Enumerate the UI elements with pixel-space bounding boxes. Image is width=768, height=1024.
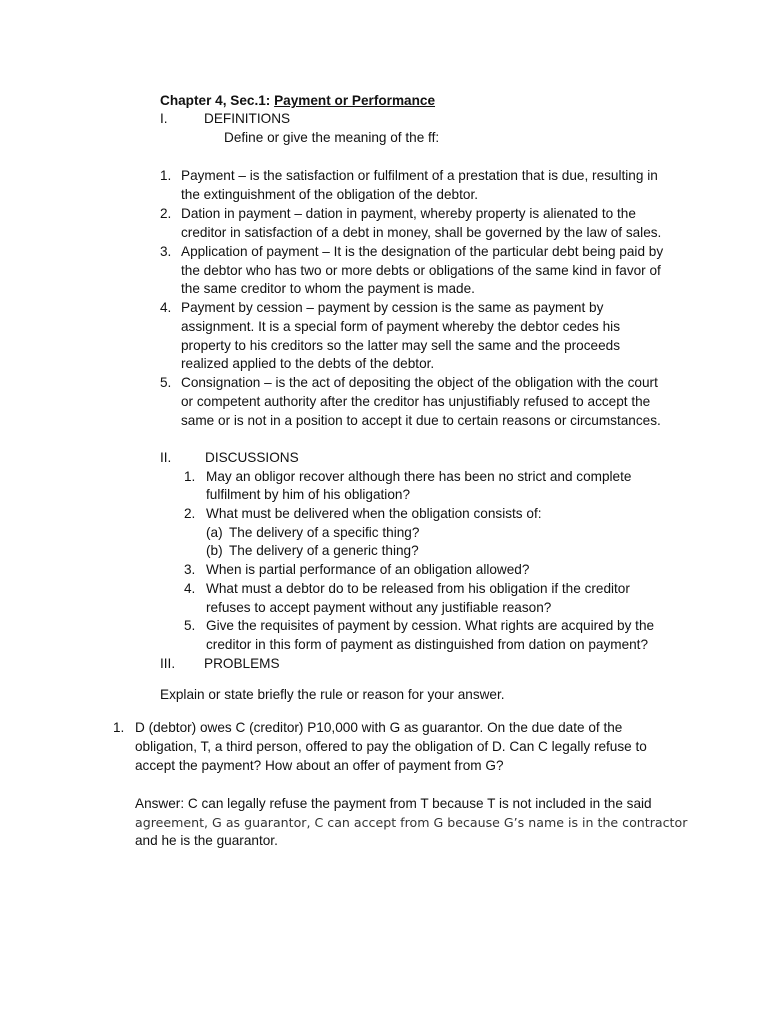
section-2-heading: DISCUSSIONS: [205, 450, 299, 465]
item-line: or competent authority after the creditor has unjustifiably refused to accept the: [181, 394, 651, 409]
section-1-heading: DEFINITIONS: [204, 111, 291, 126]
section-1-number: I.: [160, 111, 168, 126]
subitem-label: (b): [206, 543, 223, 558]
answer-line: agreement, G as guarantor, C can accept from G because G’s name is in the contractor: [135, 815, 688, 830]
answer-line: and he is the guarantor.: [135, 833, 278, 848]
item-line: refuses to accept payment without any justifiable reason?: [206, 600, 552, 615]
item-line: creditor in satisfaction of a debt in money, shall be governed by the law of sales.: [181, 225, 662, 240]
item-number: 1.: [113, 720, 125, 735]
problem-line: D (debtor) owes C (creditor) P10,000 with G as guarantor. On the due date of the: [135, 720, 623, 735]
item-number: 5.: [160, 375, 172, 390]
subitem-label: (a): [206, 525, 223, 540]
item-line: What must be delivered when the obligation consists of:: [206, 506, 542, 521]
item-number: 1.: [184, 469, 196, 484]
problem-line: obligation, T, a third person, offered to pay the obligation of D. Can C legally refuse to: [135, 739, 647, 754]
item-number: 3.: [184, 562, 196, 577]
item-number: 5.: [184, 618, 196, 633]
item-line: What must a debtor do to be released from his obligation if the creditor: [206, 581, 630, 596]
section-2-number: II.: [160, 450, 172, 465]
item-number: 4.: [184, 581, 196, 596]
item-line: May an obligor recover although there has been no strict and complete: [206, 469, 632, 484]
item-line: Application of payment – It is the designation of the particular debt being paid by: [181, 244, 664, 259]
item-number: 3.: [160, 244, 172, 259]
item-line: the same creditor to whom the payment is made.: [181, 281, 475, 296]
section-3-number: III.: [160, 656, 176, 671]
section-3-intro: Explain or state briefly the rule or reason for your answer.: [160, 687, 505, 702]
item-line: Payment – is the satisfaction or fulfilment of a prestation that is due, resulting in: [181, 168, 658, 183]
item-number: 4.: [160, 300, 172, 315]
item-line: creditor in this form of payment as distinguished from dation on payment?: [206, 637, 649, 652]
section-3-heading: PROBLEMS: [204, 656, 280, 671]
item-line: fulfilment by him of his obligation?: [206, 487, 411, 502]
item-number: 2.: [184, 506, 196, 521]
title-main: Payment or Performance: [274, 93, 436, 108]
item-line: Dation in payment – dation in payment, whereby property is alienated to the: [181, 206, 636, 221]
section-1-intro: Define or give the meaning of the ff:: [224, 130, 440, 145]
item-line: the debtor who has two or more debts or obligations of the same kind in favor of: [181, 263, 661, 278]
item-number: 2.: [160, 206, 172, 221]
problem-line: accept the payment? How about an offer of payment from G?: [135, 758, 504, 773]
item-line: When is partial performance of an obligation allowed?: [206, 562, 530, 577]
item-line: realized applied to the debts of the debtor.: [181, 356, 435, 371]
item-line: the extinguishment of the obligation of the debtor.: [181, 187, 479, 202]
answer-line: Answer: C can legally refuse the payment from T because T is not included in the said: [135, 796, 652, 811]
item-line: Payment by cession – payment by cession is the same as payment by: [181, 300, 604, 315]
item-number: 1.: [160, 168, 172, 183]
subitem-text: The delivery of a generic thing?: [229, 543, 419, 558]
document-title: [160, 92, 435, 110]
item-line: same or is not in a position to accept it due to certain reasons or circumstances.: [181, 413, 661, 428]
item-line: assignment. It is a special form of payment whereby the debtor cedes his: [181, 319, 620, 334]
subitem-text: The delivery of a specific thing?: [229, 525, 420, 540]
item-line: Give the requisites of payment by cession. What rights are acquired by the: [206, 618, 655, 633]
title-prefix: Chapter 4, Sec.1:: [160, 93, 275, 108]
item-line: Consignation – is the act of depositing the object of the obligation with the court: [181, 375, 658, 390]
item-line: property to his creditors so the latter may sell the same and the proceeds: [181, 338, 620, 353]
